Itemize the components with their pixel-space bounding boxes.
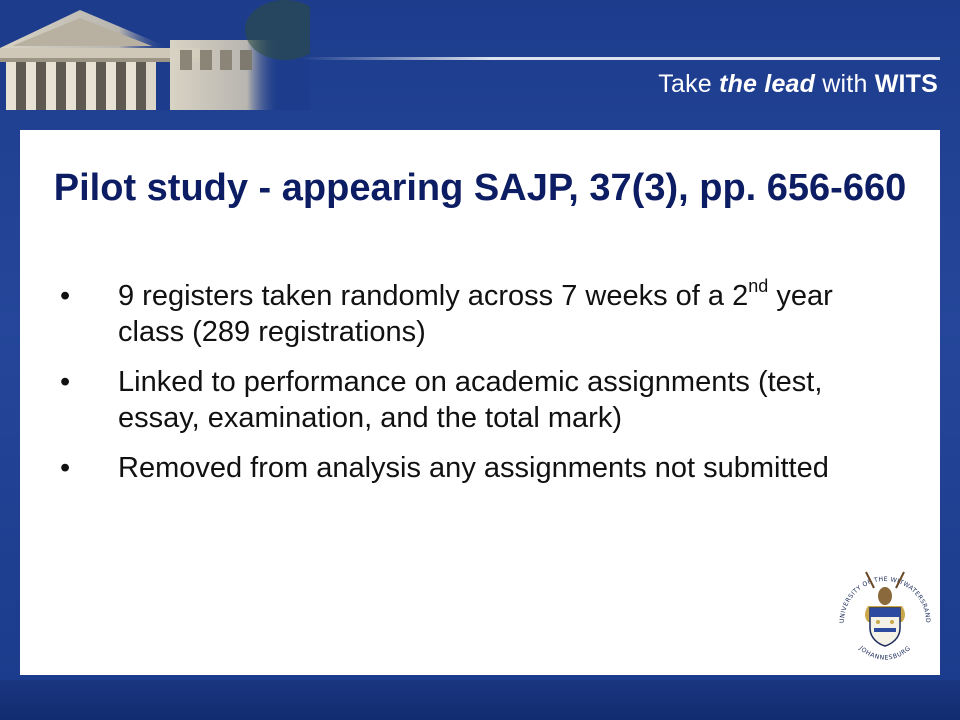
tagline-middle: with <box>815 70 875 98</box>
bullet-icon: • <box>60 366 71 398</box>
university-crest-icon <box>830 566 940 678</box>
bullet-icon: • <box>60 280 71 312</box>
bullet-item <box>60 364 880 436</box>
bullet-item <box>60 278 880 350</box>
bullet-list <box>60 278 880 500</box>
bullet-text: Removed from analysis any assignments not submitted <box>118 452 829 484</box>
content-panel <box>20 130 940 675</box>
university-building-illustration <box>0 0 310 110</box>
bullet-text: Linked to performance on academic assignments (test, essay, examination, and the total mark) <box>118 366 823 434</box>
crest-ring-bottom-text: JOHANNESBURG <box>857 644 913 662</box>
footer-band <box>0 680 960 720</box>
tagline-brand: WITS <box>874 70 938 98</box>
tagline-emphasis: the lead <box>719 70 816 98</box>
header-tagline <box>658 70 938 99</box>
bullet-text-cont: year class (289 registrations) <box>118 280 833 348</box>
slide-title: Pilot study - appearing SAJP, 37(3), pp. 656-660 <box>53 167 907 209</box>
bullet-icon: • <box>60 452 71 484</box>
bullet-item <box>60 450 880 486</box>
tagline-prefix: Take <box>658 70 720 98</box>
crest-ring-top-text: UNIVERSITY OF THE WITWATERSRAND <box>838 575 932 624</box>
header-divider-line <box>300 57 940 60</box>
header-banner <box>0 0 960 132</box>
bullet-superscript: nd <box>748 276 769 297</box>
bullet-text: 9 registers taken randomly across 7 weeks of a 2 <box>118 280 749 312</box>
